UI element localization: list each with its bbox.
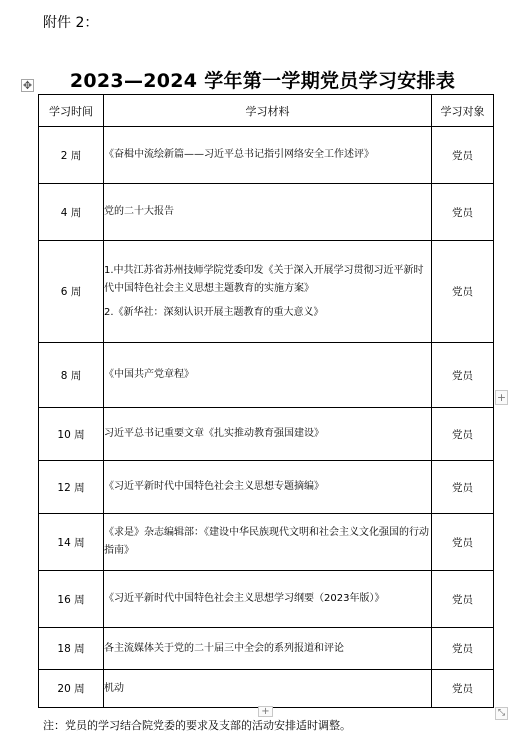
material-text: 《求是》杂志编辑部：《建设中华民族现代文明和社会主义文化强国的行动指南》 [104,527,429,556]
row-material [104,571,432,628]
row-audience: 党员 [432,670,494,708]
row-audience: 党员 [432,628,494,670]
row-week: 4 周 [39,184,104,241]
add-row-button[interactable]: + [258,706,273,717]
row-audience: 党员 [432,408,494,461]
row-week: 20 周 [39,670,104,708]
material-text: 党的二十大报告 [104,206,174,217]
row-material [104,127,432,184]
material-text: 1.中共江苏省苏州技师学院党委印发《关于深入开展学习贯彻习近平新时代中国特色社会主义思想主题教育的实施方案》 [104,264,424,294]
table-move-handle-icon[interactable]: ✥ [22,79,33,92]
row-audience: 党员 [432,127,494,184]
table-row [39,127,494,184]
attachment-label: 附件 2： [43,15,99,31]
row-audience: 党员 [432,461,494,514]
row-audience: 党员 [432,343,494,408]
row-week: 10 周 [39,408,104,461]
row-audience: 党员 [432,241,494,343]
row-material [104,241,432,343]
study-schedule-table [38,94,494,708]
material-text: 机动 [104,682,124,694]
table-row [39,571,494,628]
row-week: 16 周 [39,571,104,628]
material-text: 《中国共产党章程》 [104,369,194,380]
row-week: 18 周 [39,628,104,670]
row-material [104,184,432,241]
row-week: 2 周 [39,127,104,184]
row-week: 8 周 [39,343,104,408]
row-material [104,514,432,571]
row-week: 6 周 [39,241,104,343]
table-header-row [39,95,494,127]
material-text: 《习近平新时代中国特色社会主义思想学习纲要（2023年版）》 [104,593,385,604]
row-material [104,343,432,408]
material-text: 习近平总书记重要文章《扎实推动教育强国建设》 [104,428,324,439]
header-study-material: 学习材料 [104,95,432,127]
table-row [39,461,494,514]
row-audience: 党员 [432,184,494,241]
row-audience: 党员 [432,571,494,628]
table-row [39,184,494,241]
material-text: 2.《新华社：深刻认识开展主题教育的重大意义》 [104,306,324,318]
row-material [104,670,432,708]
material-text: 各主流媒体关于党的二十届三中全会的系列报道和评论 [104,642,344,654]
table-row [39,241,494,343]
row-material [104,408,432,461]
row-audience: 党员 [432,514,494,571]
header-study-time: 学习时间 [39,95,104,127]
table-row [39,408,494,461]
row-material [104,628,432,670]
row-week: 12 周 [39,461,104,514]
add-column-button[interactable]: + [496,391,507,404]
material-text: 《奋楫中流绘新篇——习近平总书记指引网络安全工作述评》 [104,149,374,160]
row-material [104,461,432,514]
table-resize-handle-icon[interactable]: ⤡ [495,707,508,720]
table-row [39,514,494,571]
footnote: 注：党员的学习结合院党委的要求及支部的活动安排适时调整。 [43,719,351,732]
table-row [39,343,494,408]
row-week: 14 周 [39,514,104,571]
material-text: 《习近平新时代中国特色社会主义思想专题摘编》 [104,481,324,492]
table-row [39,628,494,670]
header-study-audience: 学习对象 [432,95,494,127]
table-row [39,670,494,708]
document-title: 2023—2024 学年第一学期党员学习安排表 [69,70,456,92]
